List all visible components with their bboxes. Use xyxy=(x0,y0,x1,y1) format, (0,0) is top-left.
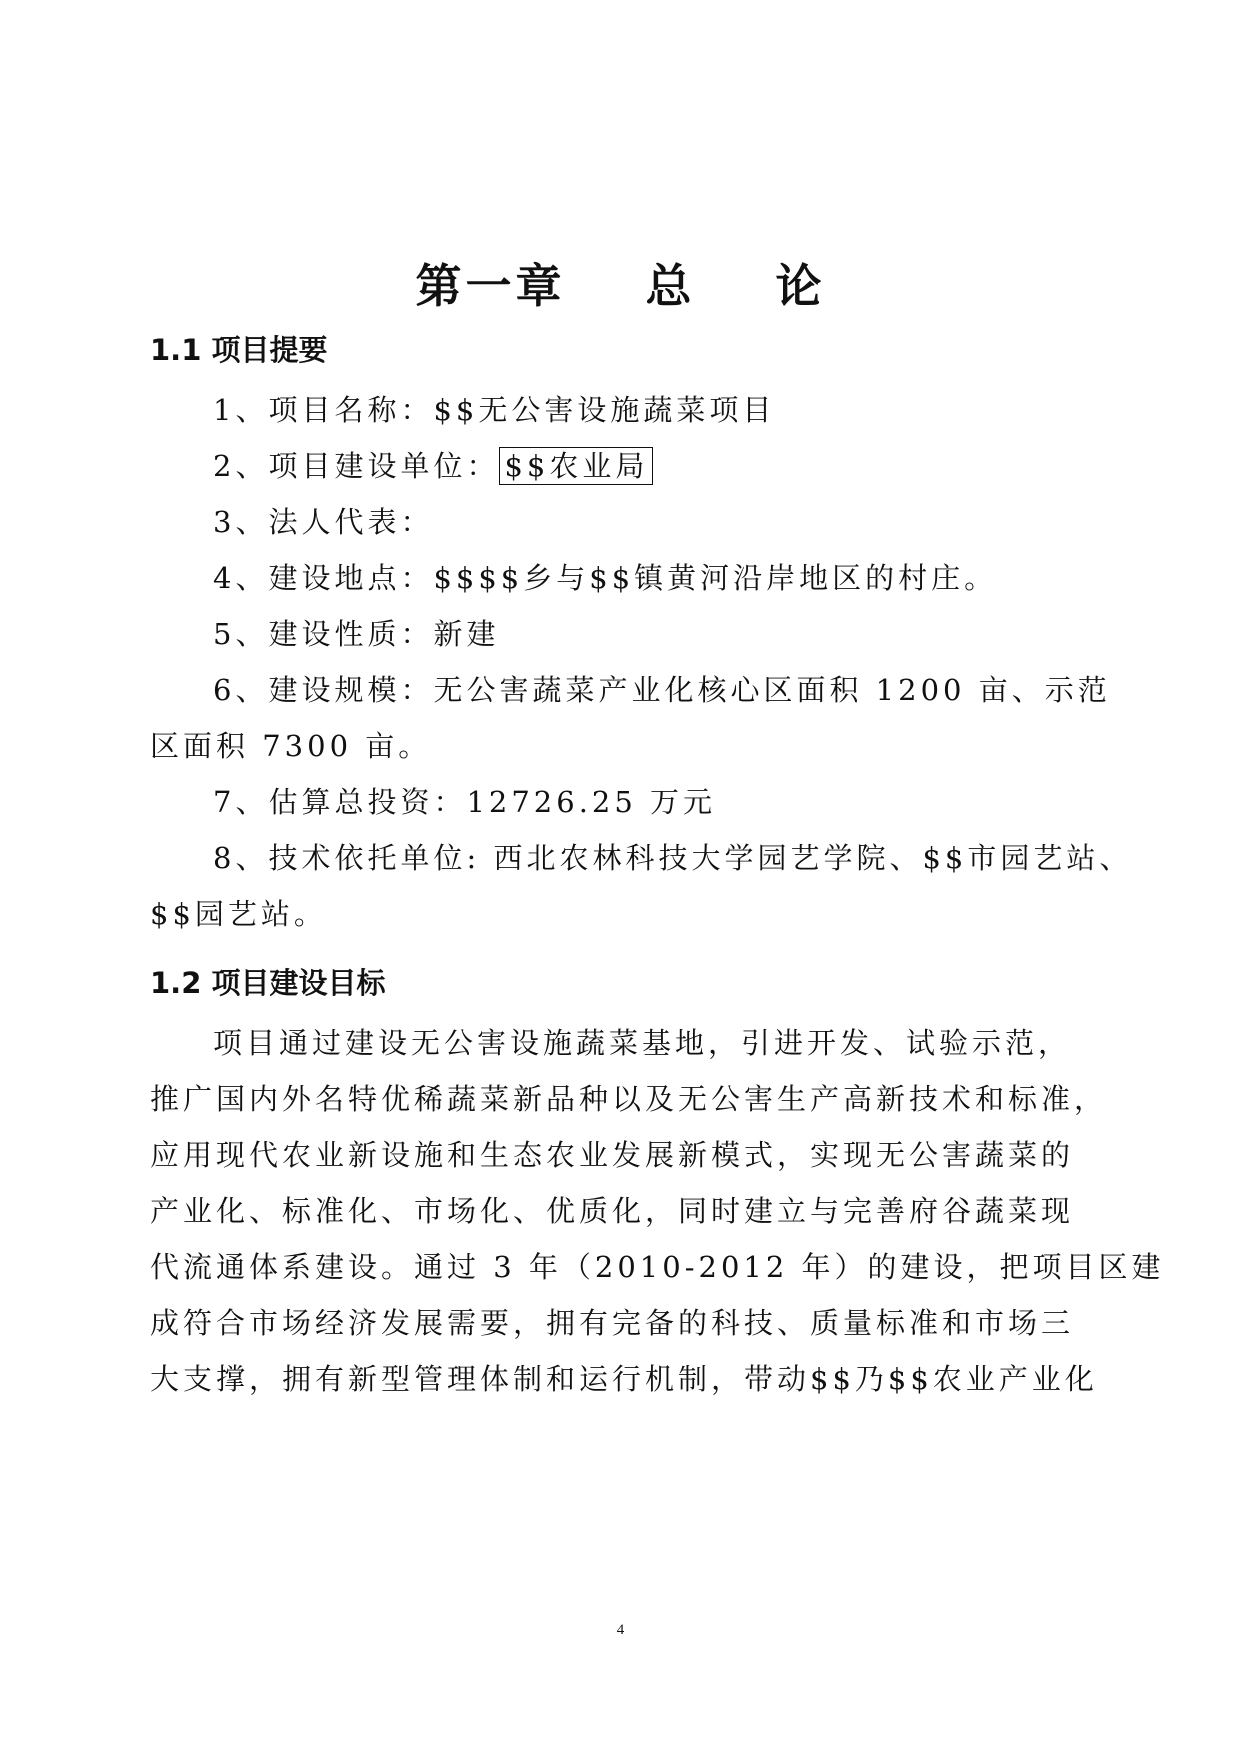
paragraph-line: 推广国内外名特优稀蔬菜新品种以及无公害生产高新技术和标准， xyxy=(150,1082,1108,1116)
item-scale-cont: 区面积 7300 亩。 xyxy=(150,729,432,763)
page-number: 4 xyxy=(616,1622,625,1638)
chapter-title: 第一章 总 论 xyxy=(415,259,826,313)
paragraph-line: 产业化、标准化、市场化、优质化，同时建立与完善府谷蔬菜现 xyxy=(150,1194,1075,1228)
paragraph-line: 应用现代农业新设施和生态农业发展新模式，实现无公害蔬菜的 xyxy=(150,1138,1075,1172)
item-location: 4、建设地点：$$$$乡与$$镇黄河沿岸地区的村庄。 xyxy=(213,561,998,595)
item-construction-unit xyxy=(213,446,653,486)
paragraph-line: 项目通过建设无公害设施蔬菜基地，引进开发、试验示范， xyxy=(213,1026,1072,1060)
item-construction-unit-label: 2、项目建设单位： xyxy=(213,449,500,483)
item-legal-rep: 3、法人代表： xyxy=(213,505,434,539)
paragraph-line: 成符合市场经济发展需要，拥有完备的科技、质量标准和市场三 xyxy=(150,1306,1075,1340)
item-tech-support-cont: $$园艺站。 xyxy=(150,897,327,931)
paragraph-line: 大支撑，拥有新型管理体制和运行机制，带动$$乃$$农业产业化 xyxy=(150,1362,1098,1396)
section-heading-1-1: 1.1 项目提要 xyxy=(150,333,328,367)
construction-unit-box: $$农业局 xyxy=(499,447,653,485)
item-investment: 7、估算总投资：12726.25 万元 xyxy=(213,785,717,819)
item-scale: 6、建设规模：无公害蔬菜产业化核心区面积 1200 亩、示范 xyxy=(213,673,1111,707)
item-project-name: 1、项目名称：$$无公害设施蔬菜项目 xyxy=(213,393,776,427)
paragraph-line: 代流通体系建设。通过 3 年（2010-2012 年）的建设，把项目区建 xyxy=(150,1250,1165,1284)
item-nature: 5、建设性质：新建 xyxy=(213,617,500,651)
item-tech-support: 8、技术依托单位: 西北农林科技大学园艺学院、$$市园艺站、 xyxy=(213,841,1133,875)
section-heading-1-2: 1.2 项目建设目标 xyxy=(150,966,386,1000)
